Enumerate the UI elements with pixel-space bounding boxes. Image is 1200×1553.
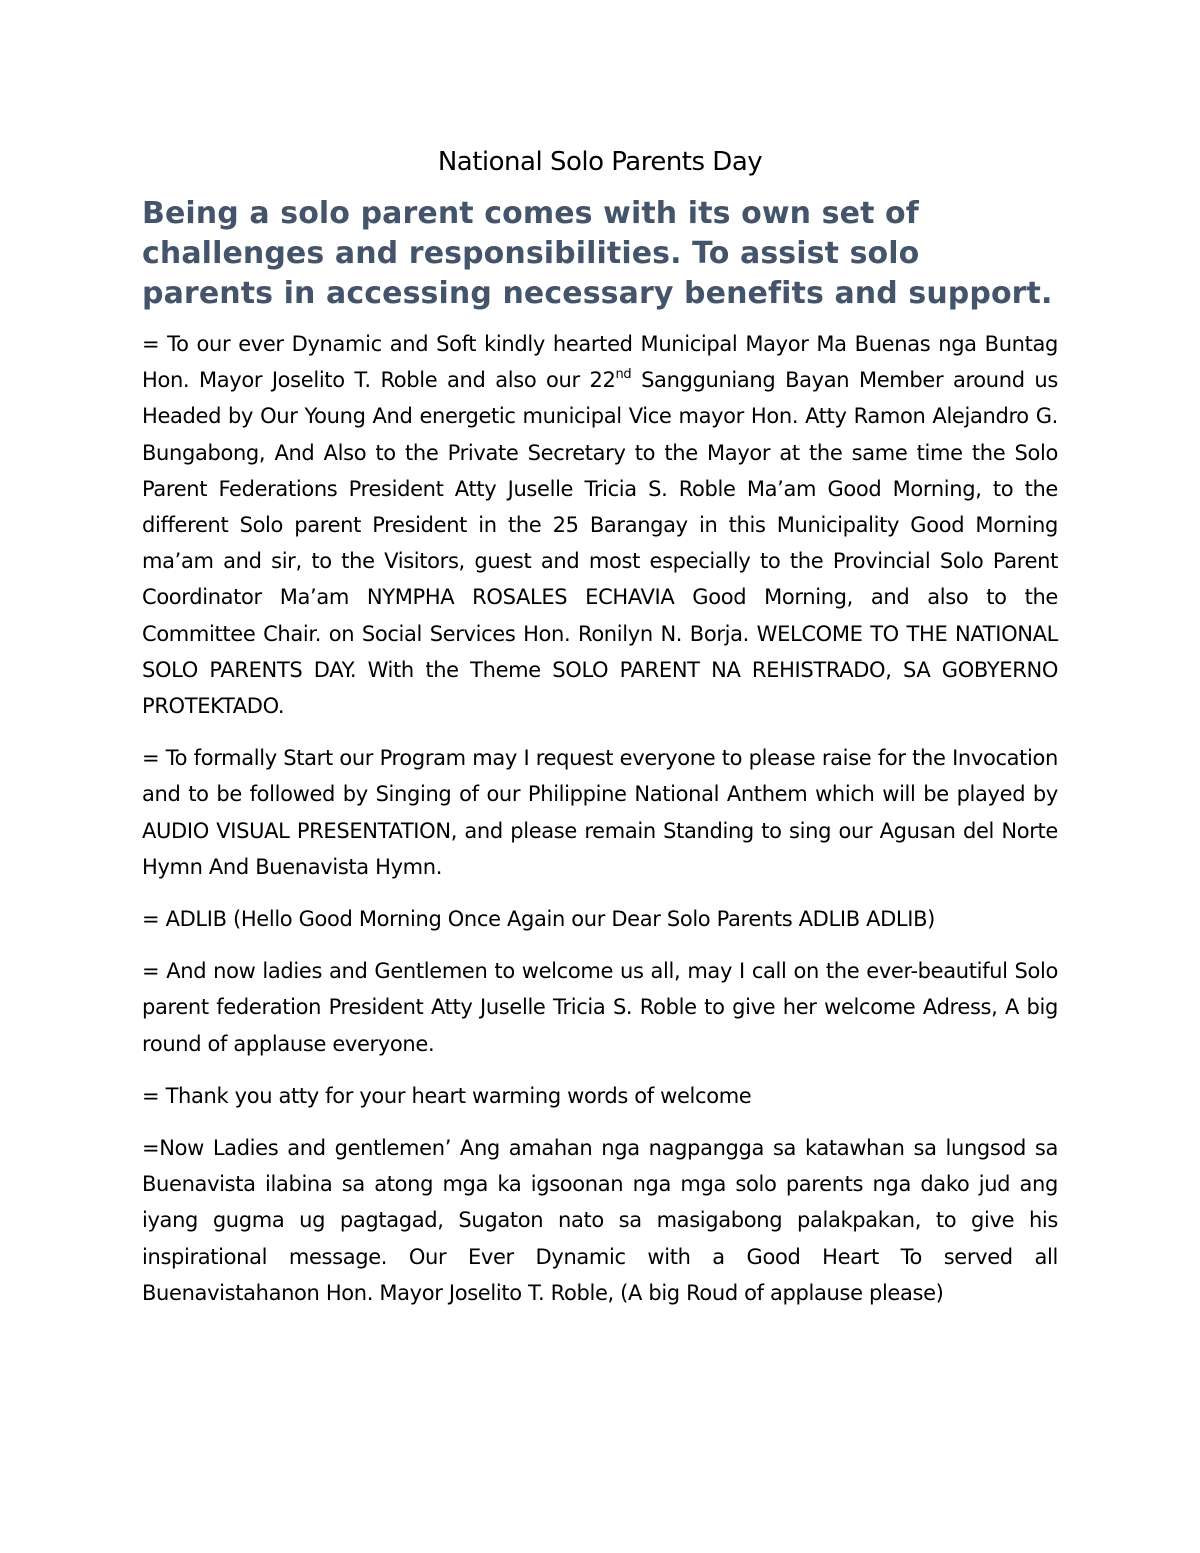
paragraph-inspirational-message: =Now Ladies and gentlemen’ Ang amahan nga nagpangga sa katawhan sa lungsod sa Buenavista ilabina sa atong mga ka igsoonan nga mga solo parents nga dako jud ang iyang gugma ug pagtagad, Sugaton nato sa masigabong palakpakan, to give his inspirational message. Our Ever Dynamic with a Good Heart To served all Buenavistahanon Hon. Mayor Joselito T. Roble, (A big Roud of applause please) [142, 1136, 1058, 1305]
document-title: National Solo Parents Day [437, 147, 763, 177]
paragraph-invocation: = To formally Start our Program may I request everyone to please raise for the Invocation and to be followed by Singing of our Philippine National Anthem which will be played by AUDIO VISUAL PRESENTATION, and please remain Standing to sing our Agusan del Norte Hymn And Buenavista Hymn. [142, 746, 1058, 879]
paragraph-welcome-part1: = To our ever Dynamic and Soft kindly hearted Municipal Mayor Ma Buenas nga Buntag Hon. Mayor Joselito T. Roble and also our 22 [142, 332, 1058, 393]
document-subtitle: Being a solo parent comes with its own set of challenges and responsibilities. To assist solo parents in accessing necessary benefits and support. [142, 196, 1053, 311]
paragraph-thank-you: = Thank you atty for your heart warming words of welcome [142, 1083, 752, 1108]
paragraph-welcome-address: = And now ladies and Gentlemen to welcome us all, may I call on the ever-beautiful Solo parent federation President Atty Juselle Tricia S. Roble to give her welcome Adress, A big round of applause everyone. [142, 959, 1058, 1056]
paragraph-adlib: = ADLIB (Hello Good Morning Once Again our Dear Solo Parents ADLIB ADLIB) [142, 907, 936, 932]
ordinal-superscript: nd [615, 367, 632, 383]
document-content [142, 140, 1058, 1327]
paragraph-welcome [142, 326, 1058, 724]
paragraph-welcome-part2: Sangguniang Bayan Member around us Headed by Our Young And energetic municipal Vice mayor Hon. Atty Ramon Alejandro G. Bungabong, And Also to the Private Secretary to the Mayor at the same time the Solo Parent Federations President Atty Juselle Tricia S. Roble Ma’am Good Morning, to the different Solo parent President in the 25 Barangay in this Municipality Good Morning ma’am and sir, to the Visitors, guest and most especially to the Provincial Solo Parent Coordinator Ma’am NYMPHA ROSALES ECHAVIA Good Morning, and also to the Committee Chair. on Social Services Hon. Ronilyn N. Borja. WELCOME TO THE NATIONAL SOLO PARENTS DAY. With the Theme SOLO PARENT NA REHISTRADO, SA GOBYERNO PROTEKTADO. [142, 368, 1058, 719]
